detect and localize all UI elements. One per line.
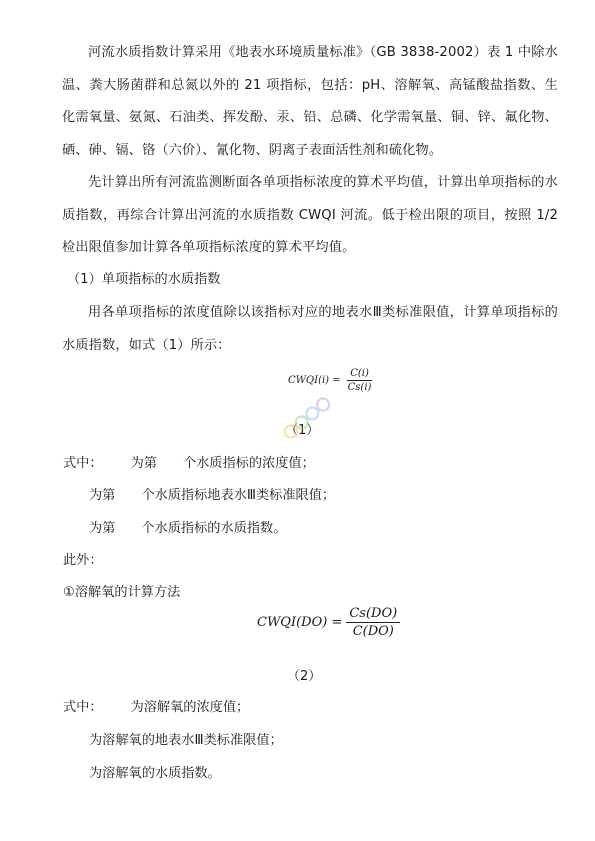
where-block-1-line-2: 为第 个水质指标地表水Ⅲ类标准限值； xyxy=(89,488,336,503)
where-label-2: 式中： xyxy=(63,700,103,715)
where-block-1-line-1: 式中： 为第 个水质指标的浓度值； xyxy=(63,456,315,471)
formula-2-lhs: CWQI(DO) = xyxy=(257,615,343,630)
formula-1-numerator: C(i) xyxy=(347,368,372,381)
formula-1-lhs: CWQI(i) = xyxy=(288,375,341,386)
where-block-2-line-1: 式中： 为溶解氧的浓度值； xyxy=(63,700,250,715)
where-label-1: 式中： xyxy=(63,456,103,471)
heading-single-index: （1）单项指标的水质指数 xyxy=(67,272,221,287)
formula-1-denominator: Cs(i) xyxy=(347,382,372,393)
paragraph-single-index: 用各单项指标的浓度值除以该指标对应的地表水Ⅲ类标准限值，计算单项指标的水质指数，如式（1）所示： xyxy=(62,305,558,353)
formula-2 xyxy=(257,606,400,639)
besides-text: 此外： xyxy=(63,553,103,568)
where-block-2-line-3: 为溶解氧的水质指数。 xyxy=(89,766,221,781)
heading-dissolved-oxygen: ①溶解氧的计算方法 xyxy=(63,585,181,600)
paragraph-method: 先计算出所有河流监测断面各单项指标浓度的算术平均值，计算出单项指标的水质指数，再综合计算出河流的水质指数 CWQI 河流。低于检出限的项目，按照 1/2 检出限值参加计算各单项指标浓度的算术平均值。 xyxy=(62,175,558,255)
formula-2-fraction xyxy=(346,606,400,639)
where-block-1-line-3: 为第 个水质指标的水质指数。 xyxy=(89,521,287,536)
watermark-logo xyxy=(262,388,352,448)
equation-number-2: （2） xyxy=(287,669,322,684)
where-block-2-line-2: 为溶解氧的地表水Ⅲ类标准限值； xyxy=(89,733,283,748)
formula-2-numerator: Cs(DO) xyxy=(346,606,400,623)
formula-2-denominator: C(DO) xyxy=(352,624,394,639)
equation-number-1: （1） xyxy=(285,423,320,438)
paragraph-indicators: 河流水质指数计算采用《地表水环境质量标准》（GB 3838-2002）表 1 中除水温、粪大肠菌群和总氮以外的 21 项指标，包括：pH、溶解氧、高锰酸盐指数、生化需氧量、氨氮、石油类、挥发酚、汞、铅、总磷、化学需氧量、铜、锌、氟化物、硒、砷、镉、铬（六价）、氰化物、阴离子表面活性剂和硫化物。 xyxy=(62,45,558,158)
